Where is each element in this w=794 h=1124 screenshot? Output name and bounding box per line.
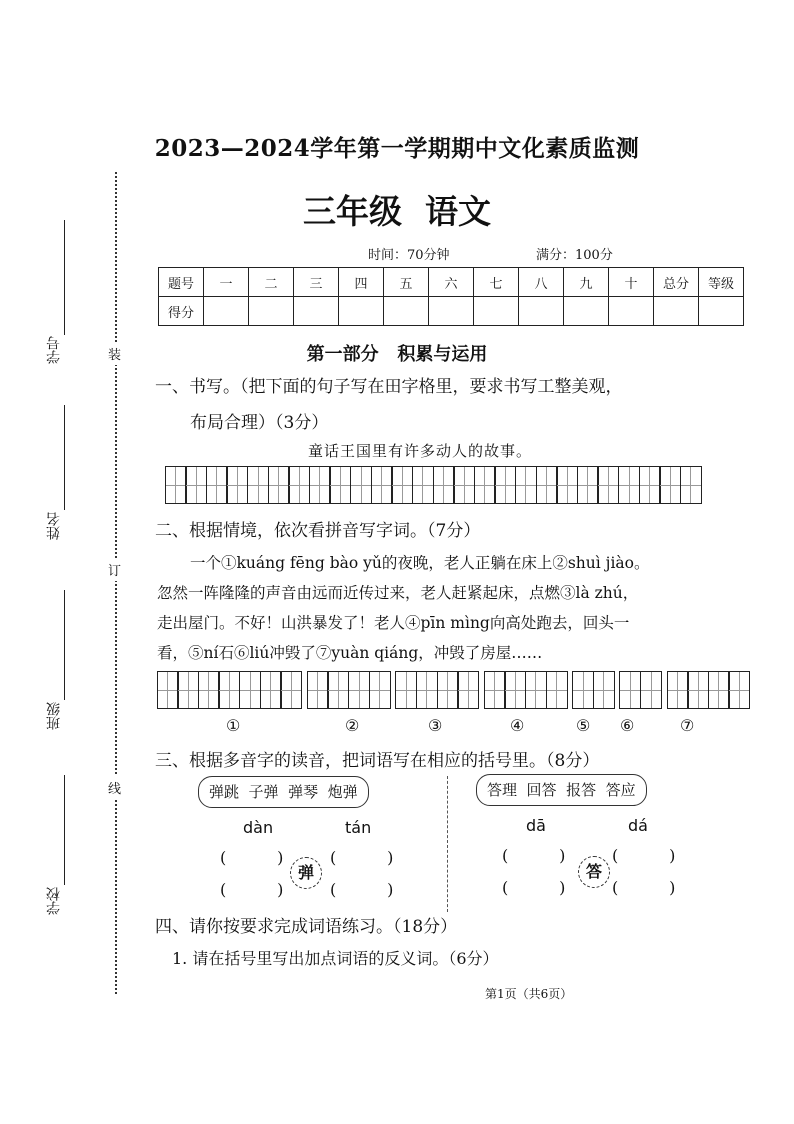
grid-cell[interactable] bbox=[494, 466, 516, 504]
table-cell: 总分 bbox=[654, 268, 699, 297]
answer-number-6: ⑥ bbox=[620, 716, 635, 735]
grid-cell[interactable] bbox=[659, 466, 681, 504]
grid-cell[interactable] bbox=[280, 671, 302, 709]
grid-cell[interactable] bbox=[515, 466, 537, 504]
school-line bbox=[64, 775, 65, 885]
table-cell: 等级 bbox=[699, 268, 744, 297]
table-cell: 得分 bbox=[159, 297, 204, 326]
student-id-line bbox=[64, 220, 65, 335]
score-cell[interactable] bbox=[249, 297, 294, 326]
answer-group-4[interactable] bbox=[485, 671, 567, 709]
grid-cell[interactable] bbox=[391, 466, 413, 504]
q3-right-word-box: 答理 回答 报答 答应 bbox=[476, 774, 647, 806]
grid-cell[interactable] bbox=[453, 466, 475, 504]
student-id-label: 学号 bbox=[46, 336, 62, 364]
school-label: 学校 bbox=[46, 887, 62, 915]
grid-cell[interactable] bbox=[198, 671, 220, 709]
score-cell[interactable] bbox=[609, 297, 654, 326]
q2-line-4: 看，⑤ní石⑥liú冲毁了⑦yuàn qiáng，冲毁了房屋…… bbox=[157, 644, 543, 662]
q1-title-cont: 布局合理）（3分） bbox=[190, 413, 329, 433]
char-circle-tan: 弹 bbox=[290, 857, 322, 889]
score-cell[interactable] bbox=[384, 297, 429, 326]
grid-cell[interactable] bbox=[525, 671, 547, 709]
table-row bbox=[159, 268, 744, 297]
grid-cell[interactable] bbox=[536, 466, 558, 504]
grid-cell[interactable] bbox=[618, 466, 640, 504]
q1-writing-grid[interactable] bbox=[166, 466, 702, 504]
grid-cell[interactable] bbox=[165, 466, 187, 504]
q4-title: 四、请你按要求完成词语练习。（18分） bbox=[155, 917, 458, 937]
grid-cell[interactable] bbox=[327, 671, 349, 709]
answer-paren[interactable]: ( ) bbox=[502, 846, 566, 865]
answer-group-3[interactable] bbox=[397, 671, 479, 709]
grid-cell[interactable] bbox=[640, 671, 662, 709]
answer-number-5: ⑤ bbox=[576, 716, 591, 735]
score-cell[interactable] bbox=[474, 297, 519, 326]
fold-line bbox=[115, 172, 117, 994]
q2-line-1: 一个①kuáng fēng bào yǔ的夜晚，老人正躺在床上②shuì jiào。 bbox=[190, 554, 650, 572]
grid-cell[interactable] bbox=[350, 466, 372, 504]
grid-cell[interactable] bbox=[577, 466, 599, 504]
q3-divider bbox=[447, 776, 448, 912]
grid-cell[interactable] bbox=[639, 466, 661, 504]
grid-cell[interactable] bbox=[474, 466, 496, 504]
grid-cell[interactable] bbox=[437, 671, 459, 709]
answer-group-1[interactable] bbox=[158, 671, 302, 709]
grid-cell[interactable] bbox=[369, 671, 391, 709]
q2-title: 二、根据情境，依次看拼音写字词。（7分） bbox=[155, 521, 481, 541]
q3-left-word-box: 弹跳 子弹 弹琴 炮弹 bbox=[198, 776, 369, 808]
fold-word-ding: 订 bbox=[108, 558, 121, 581]
grid-cell[interactable] bbox=[348, 671, 370, 709]
full-score: 满分：100分 bbox=[536, 248, 613, 263]
pinyin-da2: dá bbox=[628, 816, 648, 835]
class-label: 班级 bbox=[46, 702, 62, 730]
answer-group-2[interactable] bbox=[308, 671, 390, 709]
q3-title: 三、根据多音字的读音，把词语写在相应的括号里。（8分） bbox=[155, 751, 600, 771]
grid-cell[interactable] bbox=[239, 671, 261, 709]
score-cell[interactable] bbox=[204, 297, 249, 326]
fold-word-xian: 线 bbox=[108, 776, 121, 799]
grid-cell[interactable] bbox=[687, 671, 709, 709]
q2-line-3: 走出屋门。不好！山洪暴发了！老人④pīn mìng向高处跑去，回头一 bbox=[157, 614, 630, 632]
table-cell: 题号 bbox=[159, 268, 204, 297]
score-cell[interactable] bbox=[294, 297, 339, 326]
q2-writing-grid[interactable] bbox=[158, 671, 756, 709]
grid-cell[interactable] bbox=[416, 671, 438, 709]
table-cell: 三 bbox=[294, 268, 339, 297]
grid-cell[interactable] bbox=[680, 466, 702, 504]
score-cell[interactable] bbox=[564, 297, 609, 326]
answer-number-4: ④ bbox=[510, 716, 525, 735]
grid-cell[interactable] bbox=[247, 466, 269, 504]
time-info: 时间：70分钟 bbox=[368, 248, 450, 263]
score-cell[interactable] bbox=[339, 297, 384, 326]
table-cell: 七 bbox=[474, 268, 519, 297]
pinyin-da1: dā bbox=[526, 816, 546, 835]
answer-paren[interactable]: ( ) bbox=[330, 848, 394, 867]
table-cell: 六 bbox=[429, 268, 474, 297]
answer-paren[interactable]: ( ) bbox=[220, 848, 284, 867]
grid-cell[interactable] bbox=[260, 671, 282, 709]
grid-cell[interactable] bbox=[708, 671, 730, 709]
answer-number-7: ⑦ bbox=[680, 716, 695, 735]
grid-cell[interactable] bbox=[268, 466, 290, 504]
grid-cell[interactable] bbox=[185, 466, 207, 504]
answer-paren[interactable]: ( ) bbox=[330, 880, 394, 899]
grid-cell[interactable] bbox=[433, 466, 455, 504]
name-line bbox=[64, 405, 65, 510]
grid-cell[interactable] bbox=[177, 671, 199, 709]
grid-cell[interactable] bbox=[412, 466, 434, 504]
grid-cell[interactable] bbox=[667, 671, 689, 709]
grid-cell[interactable] bbox=[484, 671, 506, 709]
table-cell: 二 bbox=[249, 268, 294, 297]
grid-cell[interactable] bbox=[218, 671, 240, 709]
subject-title: 三年级 语文 bbox=[303, 192, 491, 231]
table-row bbox=[159, 297, 744, 326]
q4-sub1: 1. 请在括号里写出加点词语的反义词。（6分） bbox=[172, 949, 499, 968]
char-circle-da: 答 bbox=[578, 856, 610, 888]
grid-cell[interactable] bbox=[307, 671, 329, 709]
answer-group-6[interactable] bbox=[621, 671, 662, 709]
grid-cell[interactable] bbox=[457, 671, 479, 709]
grid-cell[interactable] bbox=[619, 671, 641, 709]
table-cell: 十 bbox=[609, 268, 654, 297]
grid-cell[interactable] bbox=[157, 671, 179, 709]
grid-cell[interactable] bbox=[395, 671, 417, 709]
score-table bbox=[158, 267, 744, 326]
answer-paren[interactable]: ( ) bbox=[612, 846, 676, 865]
grid-cell[interactable] bbox=[593, 671, 615, 709]
answer-number-1: ① bbox=[226, 716, 241, 735]
answer-number-3: ③ bbox=[428, 716, 443, 735]
grid-cell[interactable] bbox=[556, 466, 578, 504]
score-cell[interactable] bbox=[699, 297, 744, 326]
grid-cell[interactable] bbox=[504, 671, 526, 709]
fold-word-zhuang: 装 bbox=[108, 342, 121, 365]
table-cell: 五 bbox=[384, 268, 429, 297]
answer-paren[interactable]: ( ) bbox=[612, 878, 676, 897]
table-cell: 八 bbox=[519, 268, 564, 297]
grid-cell[interactable] bbox=[309, 466, 331, 504]
q1-title: 一、书写。（把下面的句子写在田字格里，要求书写工整美观， bbox=[155, 377, 623, 397]
exam-title: 2023—2024学年第一学期期中文化素质监测 bbox=[154, 135, 640, 162]
score-cell[interactable] bbox=[429, 297, 474, 326]
name-label: 姓名 bbox=[46, 512, 62, 540]
table-cell: 九 bbox=[564, 268, 609, 297]
answer-paren[interactable]: ( ) bbox=[502, 878, 566, 897]
pinyin-tan: tán bbox=[345, 818, 372, 837]
grid-cell[interactable] bbox=[206, 466, 228, 504]
part-title: 第一部分 积累与运用 bbox=[306, 344, 488, 365]
table-cell: 四 bbox=[339, 268, 384, 297]
class-line bbox=[64, 590, 65, 700]
grid-cell[interactable] bbox=[371, 466, 393, 504]
score-cell[interactable] bbox=[519, 297, 564, 326]
grid-cell[interactable] bbox=[329, 466, 351, 504]
answer-paren[interactable]: ( ) bbox=[220, 880, 284, 899]
grid-cell[interactable] bbox=[572, 671, 594, 709]
grid-cell[interactable] bbox=[728, 671, 750, 709]
score-cell[interactable] bbox=[654, 297, 699, 326]
answer-number-2: ② bbox=[345, 716, 360, 735]
table-cell: 一 bbox=[204, 268, 249, 297]
answer-group-7[interactable] bbox=[668, 671, 750, 709]
q2-line-2: 忽然一阵隆隆的声音由远而近传过来，老人赶紧起床，点燃③là zhú， bbox=[157, 584, 639, 602]
grid-cell[interactable] bbox=[597, 466, 619, 504]
grid-cell[interactable] bbox=[226, 466, 248, 504]
grid-cell[interactable] bbox=[546, 671, 568, 709]
page-info: 第1页（共6页） bbox=[485, 987, 573, 1001]
answer-group-5[interactable] bbox=[574, 671, 615, 709]
q1-sentence: 童话王国里有许多动人的故事。 bbox=[308, 442, 533, 460]
pinyin-dan: dàn bbox=[243, 818, 274, 837]
grid-cell[interactable] bbox=[288, 466, 310, 504]
